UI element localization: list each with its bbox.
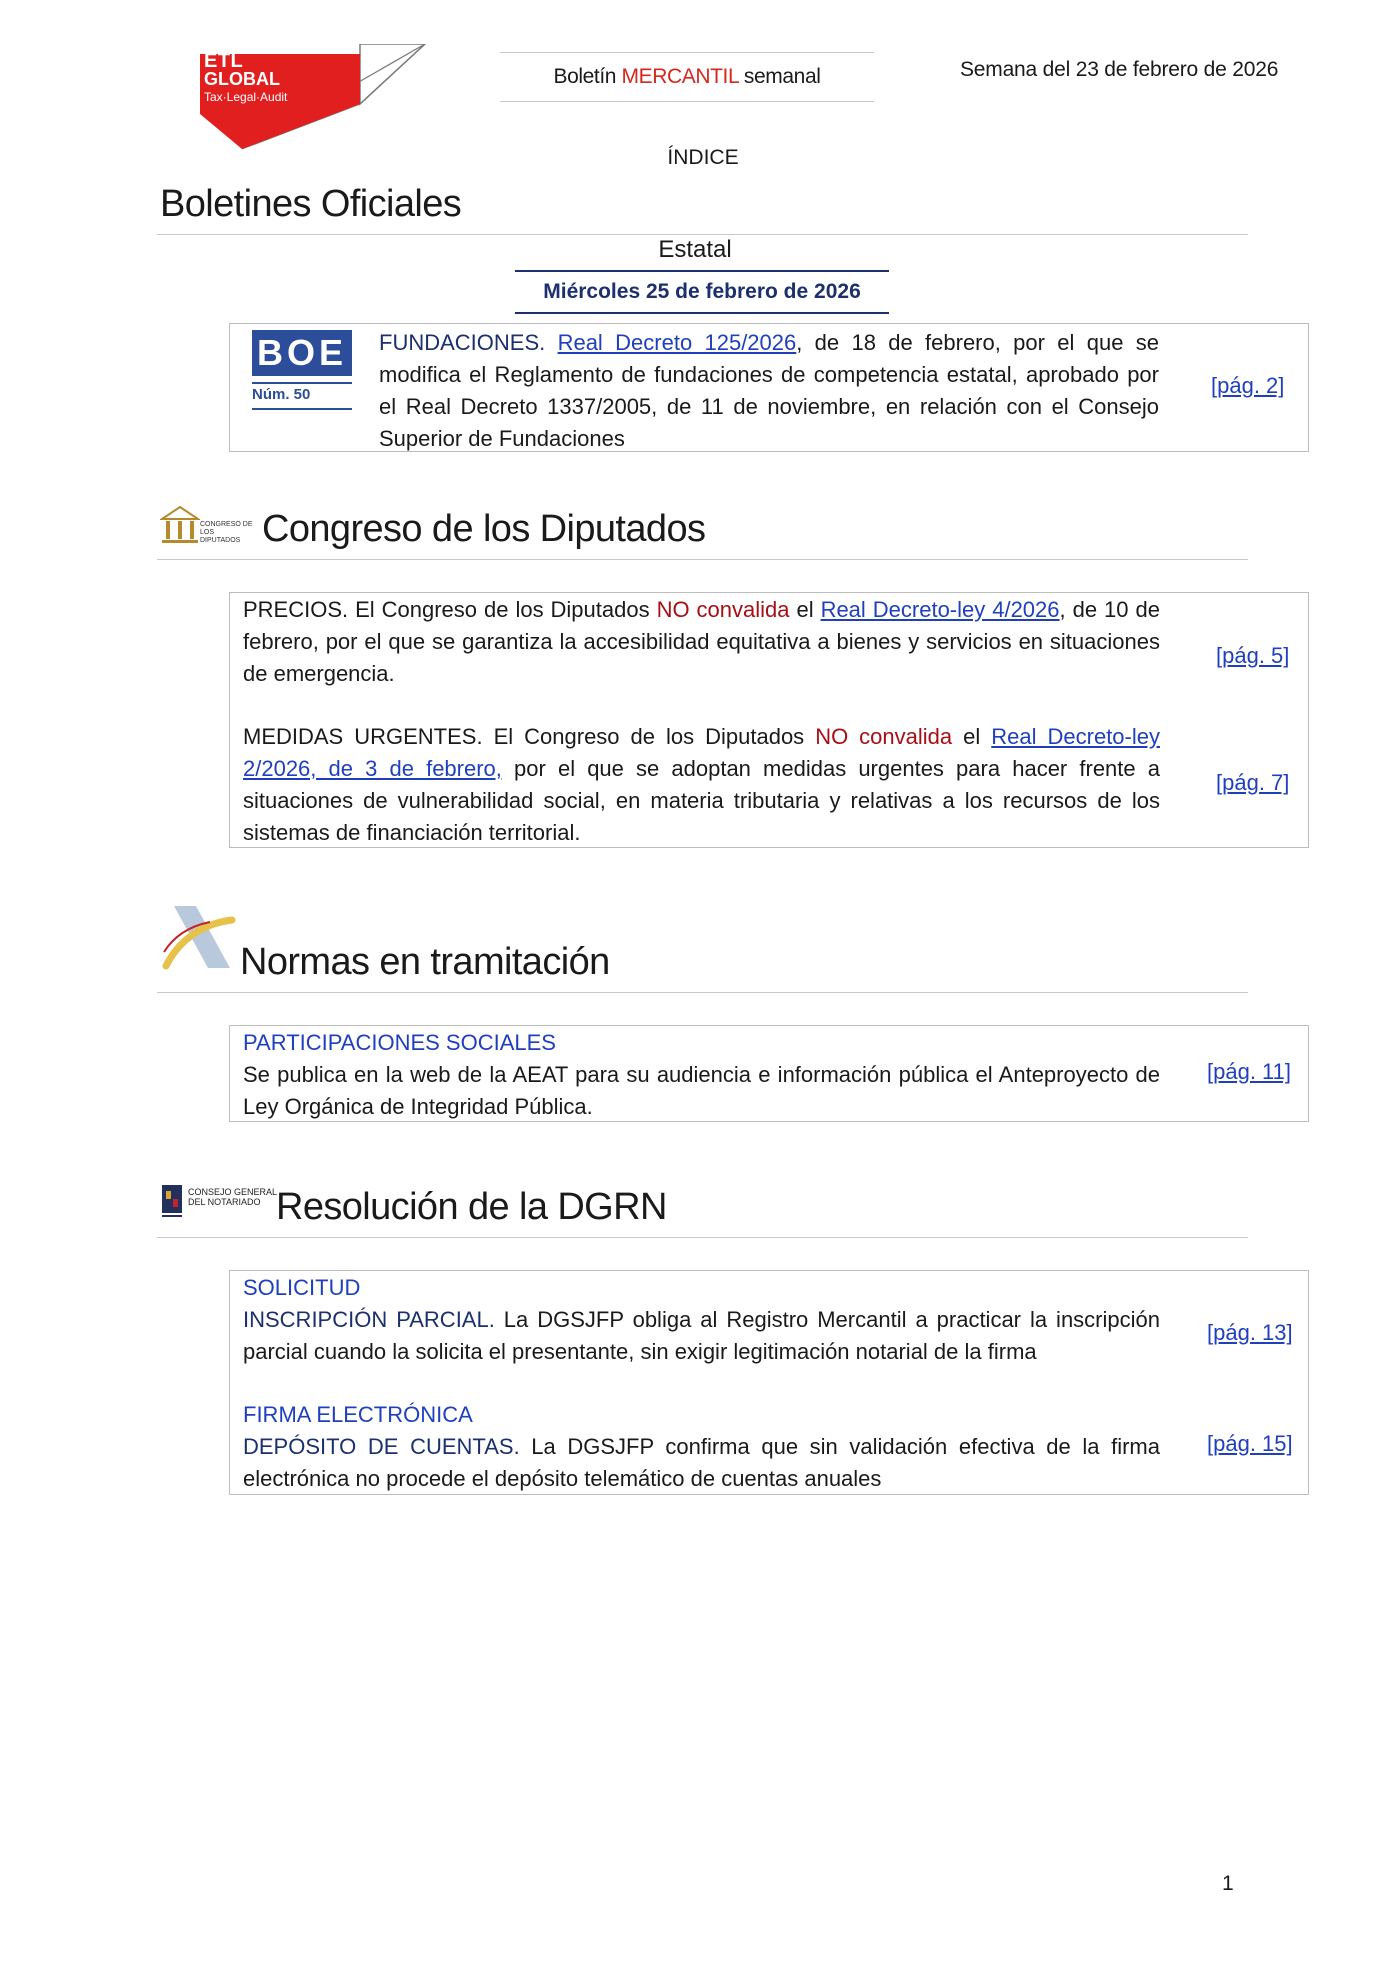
boe-logo-mark: BOE [252,330,352,376]
entry-label: DEPÓSITO DE CUENTAS. [243,1434,520,1459]
dgrn-entry-2-text [243,1399,1160,1495]
section-divider [157,559,1248,560]
entry-body: , de 18 de febrero, por el que se modifica el Reglamento de fundaciones de competencia estatal, aprobado por el Real Decreto 1337/2005, de 11 de noviembre, en relación con el Consejo Superior de Fundaciones [379,330,1159,451]
page-link[interactable]: [pág. 5] [1216,643,1290,668]
bulletin-title-suffix: semanal [738,65,821,88]
page-link[interactable]: [pág. 15] [1207,1431,1293,1456]
etl-global-logo [200,44,430,154]
entry-body: el [789,597,821,622]
not-validated-highlight: NO convalida [656,597,790,622]
entry-label: INSCRIPCIÓN PARCIAL. [243,1307,495,1332]
subsection-estatal: Estatal [658,236,732,263]
entry-category: SOLICITUD [243,1275,361,1300]
entry-body: Se publica en la web de la AEAT para su audiencia e información pública el Anteproyecto de Ley Orgánica de Integridad Pública. [243,1062,1160,1119]
bulletin-title-prefix: Boletín [553,65,622,88]
entry-body: El Congreso de los Diputados [348,597,657,622]
logo-text-global: GLOBAL [204,69,280,89]
boe-logo [252,330,352,420]
dgrn-entry-1-text [243,1272,1160,1368]
bulletin-title [500,52,874,102]
boe-entry-text [379,327,1159,455]
congreso-entry-box [229,592,1309,848]
normas-entry-box [229,1025,1309,1122]
congreso-logo [160,505,256,547]
bulletin-title-highlight: MERCANTIL [621,65,739,88]
entry-label: PRECIOS. [243,597,349,622]
section-divider [157,1237,1248,1238]
entry-body: el [952,724,992,749]
congreso-entry-2-text [243,721,1160,849]
entry-body: , de 10 de febrero, por el que se garantiza la accesibilidad equitativa a bienes y servicios en situaciones de emergencia. [243,597,1160,686]
entry-body: por el que se adoptan medidas urgentes para hacer frente a situaciones de vulnerabilidad social, en materia tributaria y relativas a los recursos de los sistemas de financiación territorial. [243,756,1160,845]
notariado-logo-text-1: CONSEJO GENERAL [188,1187,278,1197]
section-divider [157,992,1248,993]
decree-link[interactable]: Real Decreto-ley 4/2026 [820,597,1060,622]
section-title-congreso: Congreso de los Diputados [262,508,706,550]
logo-text-etl: ETL [204,50,244,72]
bulletin-date: Miércoles 25 de febrero de 2026 [515,270,889,314]
page-link[interactable]: [pág. 2] [1211,373,1285,398]
page-link[interactable]: [pág. 13] [1207,1320,1293,1345]
section-title-dgrn: Resolución de la DGRN [276,1186,667,1228]
entry-body: La DGSJFP confirma que sin validación efectiva de la firma electrónica no procede el depósito telemático de cuentas anuales [243,1434,1160,1491]
entry-body: La DGSJFP obliga al Registro Mercantil a practicar la inscripción parcial cuando la solicita el presentante, sin exigir legitimación notarial de la firma [243,1307,1160,1364]
congreso-entry-1-text [243,594,1160,690]
entry-label: FUNDACIONES. [379,330,546,355]
decree-link[interactable]: Real Decreto-ley 2/2026, de 3 de febrero, [243,724,1160,781]
entry-category: PARTICIPACIONES SOCIALES [243,1030,556,1055]
decree-link[interactable]: Real Decreto 125/2026 [557,330,797,355]
dgrn-entry-box [229,1270,1309,1495]
boe-number: Núm. 50 [252,386,311,403]
boe-logo-rule-bottom [252,408,352,410]
entry-label: MEDIDAS URGENTES. [243,724,483,749]
entry-category: FIRMA ELECTRÓNICA [243,1402,473,1427]
page-link[interactable]: [pág. 11] [1207,1059,1291,1084]
congreso-logo-text: CONGRESO DE LOS DIPUTADOS [200,521,253,544]
boe-logo-rule [252,382,352,384]
boe-entry-box [229,323,1309,452]
section-title-boletines: Boletines Oficiales [160,183,462,225]
week-label: Semana del 23 de febrero de 2026 [960,58,1279,81]
entry-body: El Congreso de los Diputados [482,724,816,749]
page-link[interactable]: [pág. 7] [1216,770,1290,795]
index-title: ÍNDICE [667,146,739,169]
notariado-logo [160,1175,280,1225]
section-title-normas: Normas en tramitación [240,941,610,983]
section-divider [157,234,1248,235]
normas-entry-text [243,1027,1160,1123]
not-validated-highlight: NO convalida [815,724,953,749]
aeat-logo [160,902,236,972]
page-number: 1 [1222,1872,1234,1895]
logo-text-tagline: Tax·Legal·Audit [204,90,288,104]
notariado-logo-text-2: DEL NOTARIADO [188,1197,261,1207]
